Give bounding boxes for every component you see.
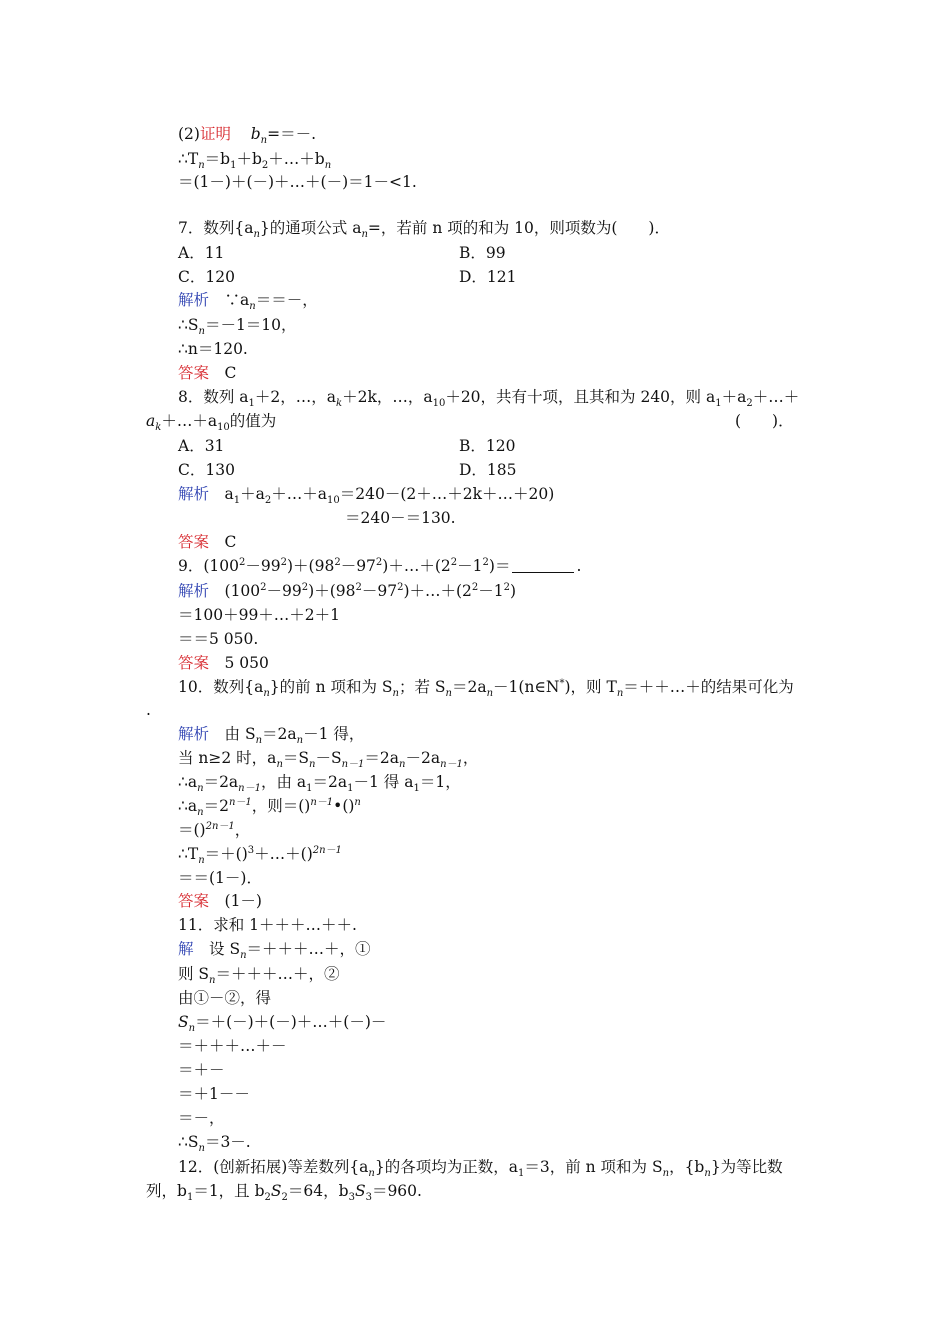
q10-answer: 答案 (1－) bbox=[178, 892, 262, 910]
q10-stem: 10．数列$\{a_n\}$的前 n 项和为 $S_n$；若 $S_n=2a_n-1(n\in N^*)$，则 $T_n=++\dots+$的结果可化为 bbox=[178, 677, 794, 700]
q9-stem: 9．$(100^2-99^2)+(98^2-97^2)+\dots+(2^2-1^2)=$ . bbox=[178, 556, 582, 575]
q10-analysis-7: ＝＝(1－)． bbox=[178, 869, 262, 887]
q7-option-c: C．120 bbox=[178, 268, 235, 286]
q8-stem-1: 8．数列 $a_1+2$，…，$a_k+2k$，…，$a_{10}+20$，共有十项，且其和为 240，则 $a_1+a_2+\dots+$ bbox=[178, 388, 800, 410]
q8-analysis-1: 解析 $a_1+a_2+\dots+a_{10}=240-(2+\dots+2k+\dots+20)$ bbox=[178, 485, 555, 507]
answer-label: 答案 bbox=[178, 892, 210, 910]
q11-solution-2: 则 $S_n=+++\dots+$，② bbox=[178, 965, 340, 987]
q12-stem-2: 列，$b_1=1$，且 $b_2S_2=64$，$b_3S_3=960$. bbox=[146, 1182, 422, 1204]
answer-blank bbox=[512, 558, 574, 573]
proof-line-1: (2)证明 $b_n==-$. bbox=[178, 125, 317, 147]
q11-solution-5: ＝＋＋＋…＋－ bbox=[178, 1037, 287, 1055]
q10-analysis-4: $\therefore a_n=2^{n-1}$，则＝()$^{n-1}$•()$^n$ bbox=[178, 796, 361, 819]
q9-analysis-1: 解析 $(100^2-99^2)+(98^2-97^2)+\dots+(2^2-1^2)$ bbox=[178, 581, 517, 600]
q7-stem: 7．数列$\{a_n\}$的通项公式 $a_n=$，若前 n 项的和为 10，则项数为( )． bbox=[178, 219, 670, 241]
answer-label: 答案 bbox=[178, 364, 210, 382]
q7-analysis-2: $\therefore S_n=-1=10$， bbox=[178, 316, 297, 338]
q9-analysis-3: ＝＝5 050. bbox=[178, 630, 259, 648]
q8-stem-2: $a_k+\dots+a_{10}$的值为 bbox=[146, 412, 277, 434]
q9-analysis-2: ＝100＋99＋…＋2＋1 bbox=[178, 606, 341, 624]
q10-analysis-6: $\therefore T_n=+()^3+\dots+()^{2n-1}$ bbox=[178, 844, 342, 867]
q12-stem-1: 12．(创新拓展)等差数列$\{a_n\}$的各项均为正数，$a_1=3$，前 n 项和为 $S_n$，$\{b_n\}$为等比数 bbox=[178, 1158, 783, 1180]
analysis-label: 解析 bbox=[178, 582, 210, 600]
q7-option-b: B．99 bbox=[459, 244, 506, 262]
q11-solution-1: 解 设 $S_n=+++\dots+$，① bbox=[178, 940, 371, 962]
q8-answer: 答案 C bbox=[178, 533, 237, 551]
q11-solution-4: $S_n=+(-)+(-)+\dots+(-)-$ bbox=[178, 1013, 387, 1035]
q8-answer-paren: ( )． bbox=[735, 412, 794, 430]
analysis-label: 解析 bbox=[178, 725, 210, 743]
q7-answer: 答案 C bbox=[178, 364, 237, 382]
answer-label: 答案 bbox=[178, 533, 210, 551]
solution-label: 解 bbox=[178, 940, 194, 958]
q11-solution-9: $\therefore S_n=3-$. bbox=[178, 1133, 251, 1155]
proof-label: 证明 bbox=[199, 125, 231, 143]
answer-label: 答案 bbox=[178, 654, 210, 672]
proof-line-2: $\therefore T_n=b_1+b_2+\dots+b_n$ bbox=[178, 150, 332, 172]
q8-option-d: D．185 bbox=[459, 461, 517, 479]
q8-option-a: A．31 bbox=[178, 437, 225, 455]
q11-solution-6: ＝＋－ bbox=[178, 1061, 225, 1079]
q11-solution-7: ＝＋1－－ bbox=[178, 1085, 250, 1103]
analysis-label: 解析 bbox=[178, 485, 210, 503]
q8-option-c: C．130 bbox=[178, 461, 235, 479]
q11-solution-3: 由①－②，得 bbox=[178, 989, 272, 1007]
q8-option-b: B．120 bbox=[459, 437, 516, 455]
q7-option-a: A．11 bbox=[178, 244, 225, 262]
q11-stem: 11．求和 1＋＋＋…＋＋. bbox=[178, 916, 357, 934]
q8-analysis-2: ＝240－＝130. bbox=[345, 509, 456, 527]
q10-analysis-5: ＝()$^{2n-1}$， bbox=[178, 820, 251, 839]
q10-analysis-2: 当 n≥2 时，$a_n=S_n-S_{n-1}=2a_n-2a_{n-1}$， bbox=[178, 749, 479, 771]
proof-line-3: ＝(1－)＋(－)＋…＋(－)＝1－<1. bbox=[178, 173, 417, 191]
analysis-label: 解析 bbox=[178, 291, 210, 309]
q10-analysis-1: 解析 由 $S_n=2a_n-1$ 得， bbox=[178, 725, 365, 747]
q9-answer: 答案 5 050 bbox=[178, 654, 269, 672]
q10-stem-end: . bbox=[146, 701, 151, 719]
q7-analysis-3: ∴n＝120. bbox=[178, 340, 248, 358]
q7-option-d: D．121 bbox=[459, 268, 517, 286]
q7-analysis-1: 解析 $\because a_n==-$， bbox=[178, 291, 318, 313]
q11-solution-8: ＝－， bbox=[178, 1109, 225, 1127]
q10-analysis-3: $\therefore a_n=2a_{n-1}$，由 $a_1=2a_1-1$ 得 $a_1=1$， bbox=[178, 773, 461, 795]
